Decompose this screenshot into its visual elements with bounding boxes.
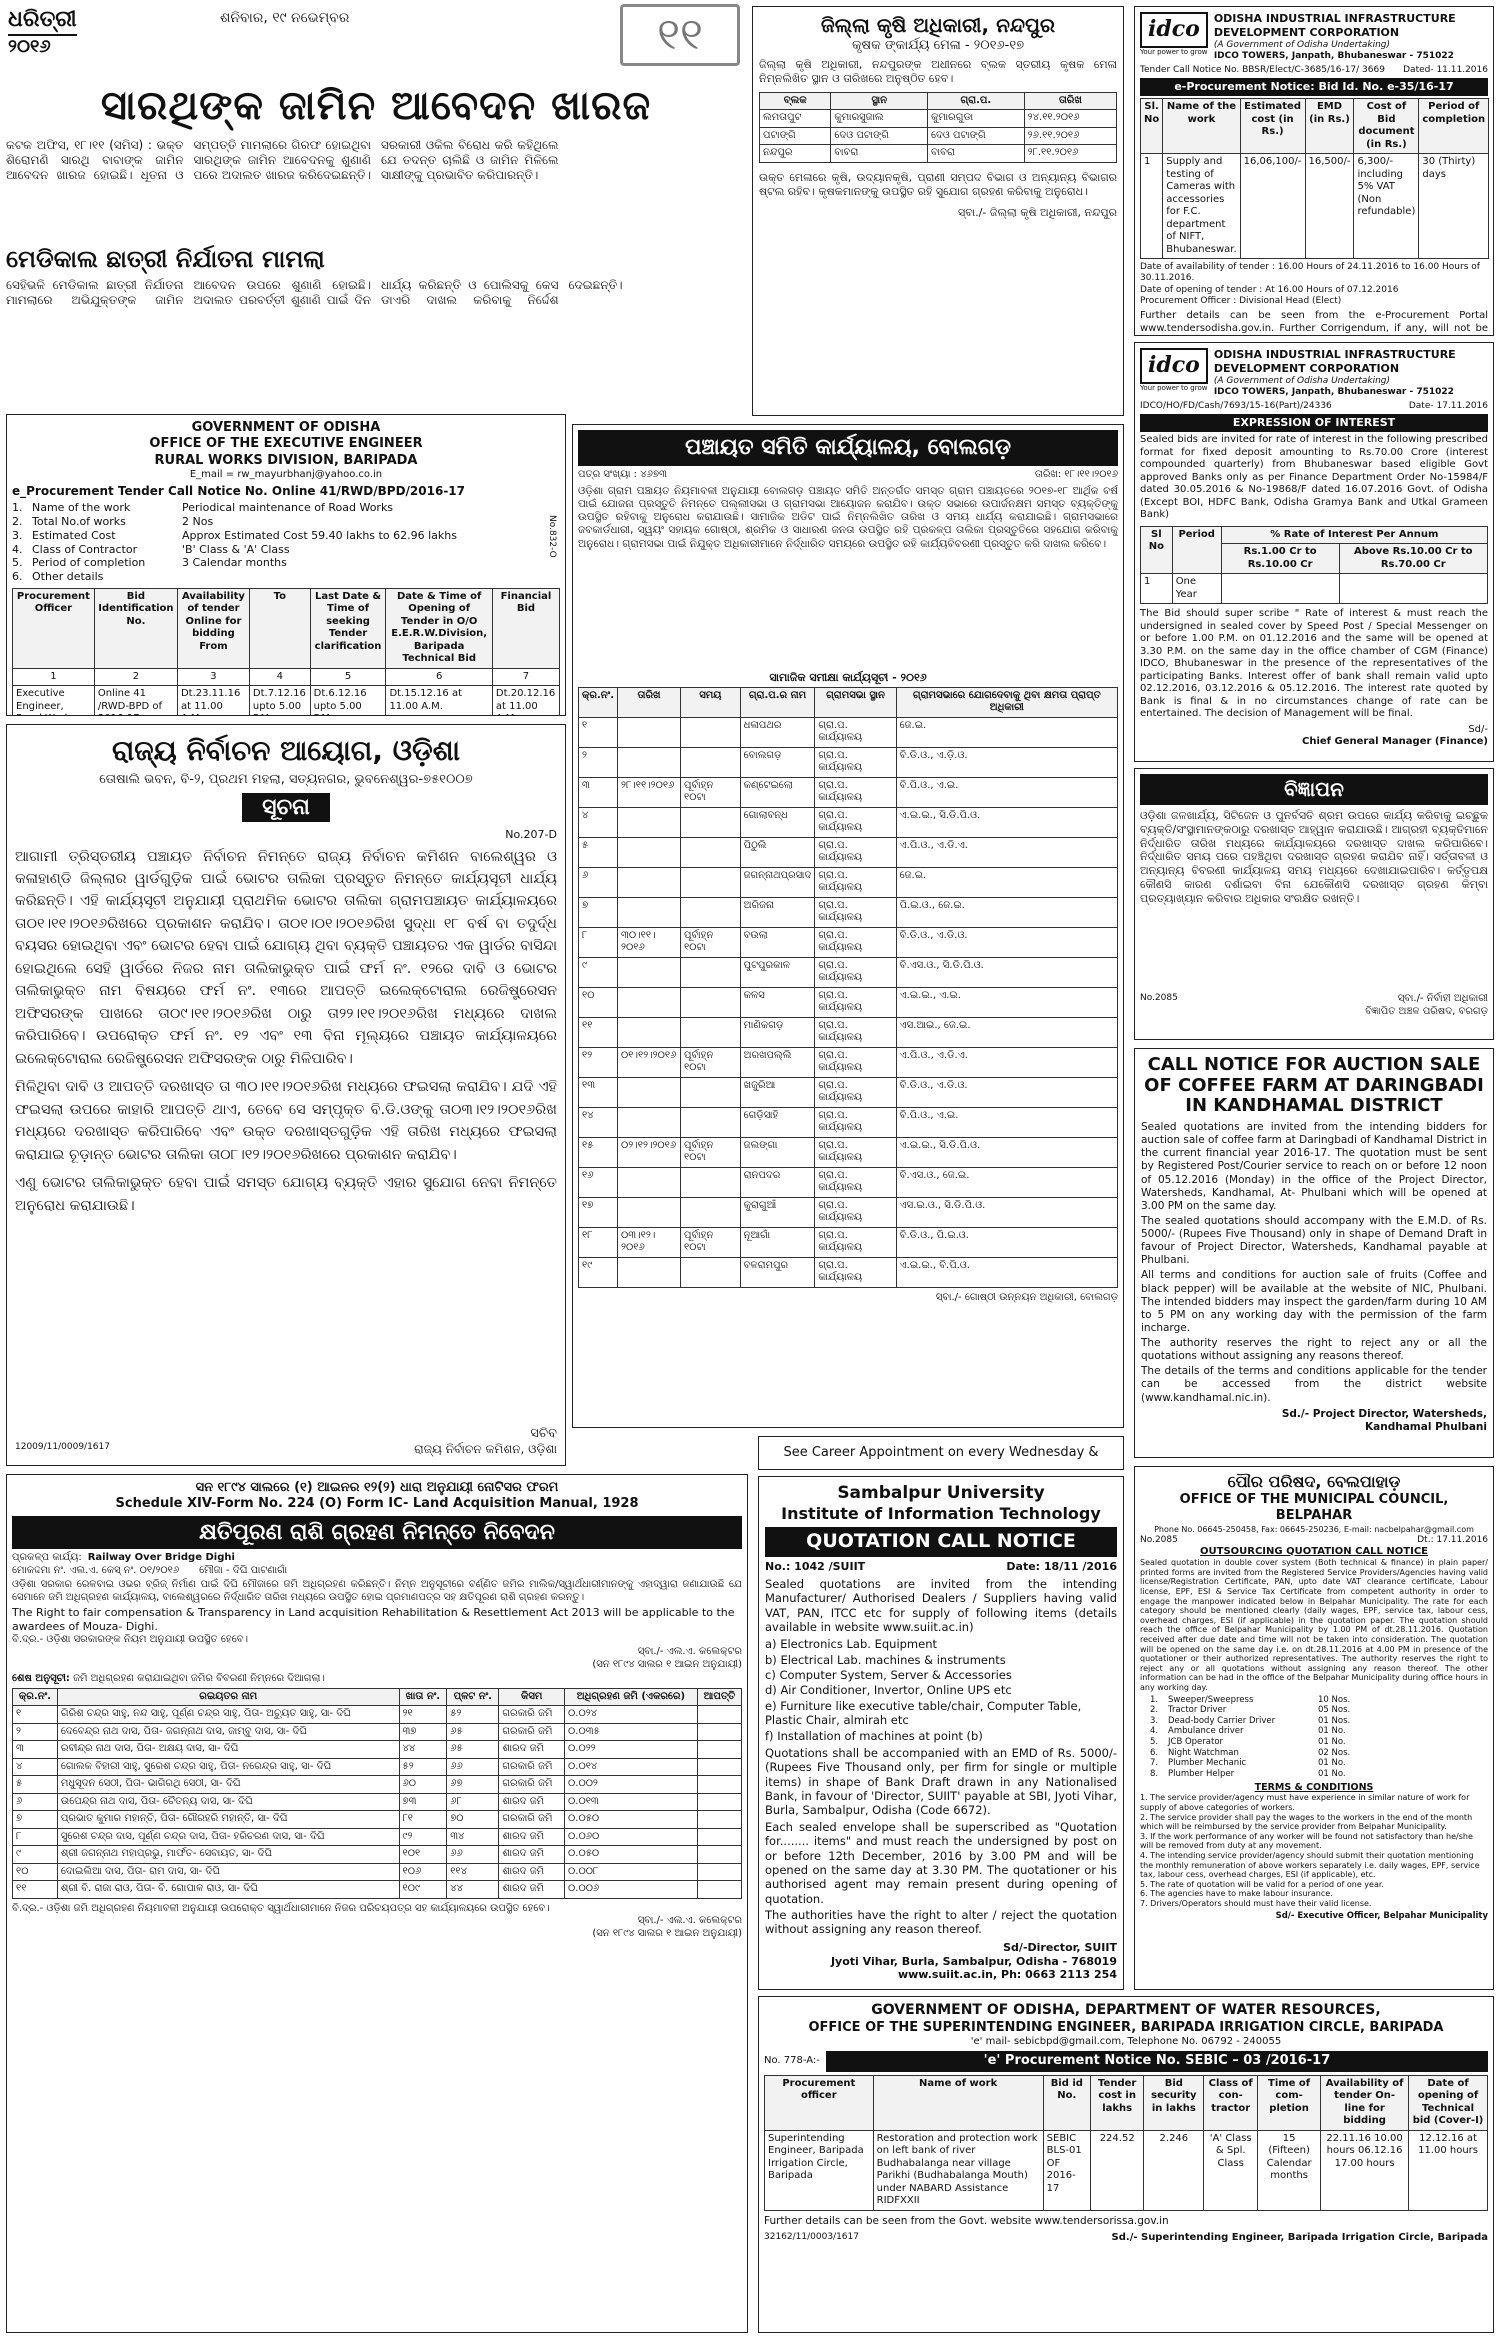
panchayat-body: ଓଡ଼ିଶା ଗ୍ରାମ ପଞ୍ଚାୟତ ନିୟମାବଳୀ ଅନୁଯାୟୀ ବୋଲଗଡ଼ ପଞ୍ଚାୟତ ସମିତି ଅନ୍ତର୍ଗତ ସମସ୍ତ ଗ୍ରାମ ପଞ୍ଚାୟତରେ ୨୦୧୭-୧୮ ଆର୍ଥିକ ବର୍ଷ ପାଇଁ ଯୋଜନା ପ୍ରସ୍ତୁତି ନିମନ୍ତେ ପଲ୍ଲୀସଭା ଓ ଗ୍ରାମସଭା ଆୟୋଜନ କରାଯିବ। ଉକ୍ତ ସଭାରେ ଉପାର୍ଜନକ୍ଷମ ସମସ୍ତ ବ୍ୟକ୍ତିଙ୍କୁ ଉପସ୍ଥିତ ରହିବାକୁ ଅନୁରୋଧ କରାଯାଉଛି। ସାମାଜିକ ଅଡିଟ ପାଇଁ ନିମ୍ନଲିଖିତ ତାରିଖ ଓ ସମୟ ଧାର୍ଯ୍ୟ କରାଯାଇଛି। ଗ୍ରାମସଭାରେ ଜବକାର୍ଡଧାରୀ, ସ୍ୱୟଂ ସହାୟକ ଗୋଷ୍ଠୀ, ଶ୍ରମିକ ଓ ସାଧାରଣ ଜନତା ଉପସ୍ଥିତ ରହି ପ୍ରକଳ୍ପ ତାଲିକା ପ୍ରସ୍ତୁତିରେ ସହଯୋଗ କରିବାକୁ ଅନୁରୋଧ। ଗ୍ରାମସଭା ପାଇଁ ନିଯୁକ୍ତ ଅଧିକାରୀମାନେ ନିର୍ଦ୍ଧାରିତ ସମୟରେ ଉପସ୍ଥିତ ରହି କାର୍ଯ୍ୟବିବରଣୀ ପ୍ରସ୍ତୁତ କରି ଦାଖଲ କରିବେ।: [578, 485, 1118, 550]
table-row: ୩ ୨୮।୧୧।୨୦୧୬ ପୂର୍ବାହ୍ନ ୧୦ଟା କଣ୍ଟେଇଲୋ ଗ୍ରା.ପ. କାର୍ଯ୍ୟାଳୟ ବି.ପି.ଓ., ଏ.ଇ.: [579, 777, 1118, 807]
idco-sub: (A Government of Odisha Undertaking): [1213, 375, 1391, 386]
idco-bar: e-Procurement Notice: Bid Id. No. e-35/16-17: [1140, 78, 1488, 96]
list-item: 6. The agencies have to make labour insurance.: [1140, 1889, 1333, 1899]
landacq-schedule: Schedule XIV-Form No. 224 (O) Form IC- Land Acquisition Manual, 1928: [115, 1496, 639, 1512]
table-row: ୨ ଦେବେନ୍ଦ୍ର ନାଥ ଦାସ, ପିତା- ଜଗନ୍ନାଥ ଦାସ, ଜାମ୍ବୁ ଦାସ, ସା- ଦିଘି ୩୭ ୬୫ ଗରକାରି ଜମି ୦.୦୩୫: [13, 1723, 742, 1741]
rwd-table: Procurement Officer Bid Identification No. Availability of tender Online for bidding From To Last Date & Time of seeking Tender clarification Date & Time of Opening of Tender in O/O E.E.R.W.Division, Baripada Technical Bid Financial Bid 1 2 3 4 5 6 7 Executive Engineer, Online 41 /RWD-BPD of Dt.23.11.16 at 11.00 Dt.7.12.16 upto 5.00 Dt.6.12.16 upto 5.00 Dt.15.12.16 at 11.00 A.M. Dt.20.12.16 at 11.00: [12, 588, 560, 716]
table-row: ୧୧ ମାଣିକଗଡ଼ ଗ୍ରା.ପ. କାର୍ଯ୍ୟାଳୟ ଏସ.ଆଇ., ଜେ.ଇ.: [579, 1017, 1118, 1047]
table-row: ୧୯ ବଳରାମପୁର ଗ୍ରା.ପ. କାର୍ଯ୍ୟାଳୟ ଏ.ଇ.ଇ., ବି.ପି.ଓ.: [579, 1257, 1118, 1287]
table-row: ୯ ଶ୍ରୀ ଜଗନ୍ନାଥ ମହାପ୍ରଭୁ, ମାର୍ଫତ- ସେବାୟତ, ସା- ଦିଘି ୧୦୧ ୬୬ ଶାରଦ ଜମି ୦.୦୫୦: [13, 1846, 742, 1864]
list-item: e) Furniture like executive table/chair, Computer Table, Plastic Chair, almirah etc: [765, 1698, 1082, 1728]
idco-tender-notice: idco Your power to grow ODISHA INDUSTRIAL INFRASTRUCTURE DEVELOPMENT CORPORATION (A Government of Odisha Undertaking) IDCO TOWERS, Janpath, Bhubaneswar - 751022 Tender Call Notice No. BBSR/Elect/C-3685/16-17/ 3669 Dated- 11.11.2016 e-Procurement Notice: Bid Id. No. e-35/16-17 Sl. No Name of the work Estimated cost (in Rs.) EMD (in Rs.) Cost of Bid document (in Rs.) Period of completion 1 Supply and testing of Cameras with accessories for F.C. department of NIFT, Bhubaneswar. 16,06,100/- 16,500/- 6,300/- including 5% VAT (Non refundable) 30 (Thirty) days Date of availability of tender : 16.00 Hours of 24.11.2016 to 16.00 Hours of 30.11.2016. Date of opening of tender : At 16.00 Hours of 07.12.2016 Procurement Officer : Divisional Head (Elect) Further details can be seen from the e-Procurement Portal www.tendersodisha.gov.in. Further Corrigendum, if any, will not be: [1134, 6, 1494, 336]
list-item: c) Computer System, Server & Accessories: [765, 1668, 1012, 1682]
list-item: 2. The service provider shall pay the wages to the workers in the end of the month which will be reimbursed by the service provider from Belpahar Municipality.: [1140, 1812, 1473, 1832]
table-row: ୭ ଅରିଜନା ଗ୍ରା.ପ. କାର୍ଯ୍ୟାଳୟ ପି.ଇ.ଓ., ଜେ.ଇ.: [579, 897, 1118, 927]
krishi-outro: ଉକ୍ତ ମେଳାରେ କୃଷି, ଉଦ୍ୟାନକୃଷି, ପ୍ରାଣୀ ସମ୍ପଦ ବିଭାଗ ଓ ଅନ୍ୟାନ୍ୟ ବିଭାଗର ଷ୍ଟଲ ରହିବ। କୃଷକମାନଙ୍କୁ ଉପସ୍ଥିତ ରହି ସୁଯୋଗ ଗ୍ରହଣ କରିବାକୁ ଅନୁରୋଧ।: [759, 170, 1117, 198]
water-resources-notice: GOVERNMENT OF ODISHA, DEPARTMENT OF WATER RESOURCES, OFFICE OF THE SUPERINTENDING ENGINEER, BARIPADA IRRIGATION CIRCLE, BARIPADA 'e' mail- sebicbpd@gmail.com, Telephone No. 06792 - 240055 No. 778-A:- 'e' Procurement Notice No. SEBIC – 03 /2016-17 Procurement officer Name of work Bid id No. Tender cost in lakhs Bid security in lakhs Class of con-tractor Time of com-pletion Availability of tender On-line for bidding Date of opening of Technical bid (Cover-I) Superintending Engineer, Baripada Irrigation Circle, Baripada Restoration and protection work on left bank of river Budhabalanga near village Parikhi (Budhabalanga Mouth) under NABARD Assistance RIDFXXII SEBIC BLS-01 OF 2016-17 224.52 2.246 'A' Class & Spl. Class 15 (Fifteen) Calendar months 22.11.16 10.00 hours 06.12.16 17.00 hours 12.12.16 at 11.00 hours Further details can be seen from the Govt. website www.tendersorissa.gov.in 32162/11/0003/1617 Sd./- Superintending Engineer, Baripada Irrigation Circle, Baripada: [758, 1996, 1494, 2333]
table-row: ୧୦ କଳସ ଗ୍ରା.ପ. କାର୍ଯ୍ୟାଳୟ ଏ.ଇ.ଇ., ଏ.ଇ.: [579, 987, 1118, 1017]
table-row: ୭ ପ୍ରଭାତ କୁମାର ମହାନ୍ତି, ପିତା- ଗୌରହରି ମହାନ୍ତି, ସା- ଦିଘି ୮୧ ୭୦ ଗରକାରି ଜମି ୦.୦୫୦: [13, 1811, 742, 1829]
idco-ref: Tender Call Notice No. BBSR/Elect/C-3685/16-17/ 3669: [1140, 65, 1385, 75]
landacq-body: ଓଡ଼ିଶା ସରକାର ରେଳବାଇ ଓଭର ବ୍ରିଜ୍ ନିର୍ମାଣ ପାଇଁ ଦିଘି ମୌଜାରେ ଜମି ଅଧିଗ୍ରହଣ କରିଛନ୍ତି। ନିମ୍ନ ଅନୁସୂଚୀରେ ବର୍ଣ୍ଣିତ ଜମିର ମାଲିକ/ସ୍ୱାର୍ଥଧାରୀମାନଙ୍କୁ ଏହାଦ୍ୱାରା ଜଣାଯାଉଛି ଯେ ସେମାନେ ଜମି ଅଧିଗ୍ରହଣ କାର୍ଯ୍ୟାଳୟ, ବାଲେଶ୍ୱରରେ ନିର୍ଦ୍ଧାରିତ ତାରିଖ ମଧ୍ୟରେ ଉପସ୍ଥିତ ହୋଇ ପ୍ରମାଣପତ୍ର ସହ କ୍ଷତିପୂରଣ ରାଶି ଗ୍ରହଣ କରନ୍ତୁ।: [12, 1579, 742, 1603]
idco-logo: idco: [1140, 12, 1208, 48]
suiit-quotation-notice: Sambalpur University Institute of Information Technology QUOTATION CALL NOTICE No.: 1042 /SUIIT Date: 18/11 /2016 Sealed quotations are invited from the intending Manufacturer/ Authorised Dealers / Suppliers having valid VAT, PAN, ITCC etc for supply of following items (details available in website www.suiit.ac.in) a) Electronics Lab. Equipment b) Electrical Lab. machines & instruments c) Computer System, Server & Accessories d) Air Conditioner, Invertor, Online UPS etc e) Furniture like executive table/chair, Computer Table, Plastic Chair, almirah etc f) Installation of machines at point (b) Quotations shall be accompanied with an EMD of Rs. 5000/-(Rupees Five Thousand only, per firm for single or multiple items) in shape of Bank Draft drawn in any Nationalised Bank, in favour of 'Director, SUIIT' payable at SBI, Jyoti Vihar, Burla, Sambalpur, Odisha (Code 6672). Each sealed envelope shall be superscribed as "Quotation for........ items" and must reach the undersigned by post on or before 12th December, 2016 by 3.00 PM and will be opened on the same day at 3.30 PM. The quotationer or his authorised agent may remain present during opening of quotation. The authorities have the right to alter / reject the quotation without assigning any reason thereof. Sd/-Director, SUIIT Jyoti Vihar, Burla, Sambalpur, Odisha - 768019 www.suiit.ac.in, Ph: 0663 2113 254: [758, 1476, 1124, 1990]
table-row: ୩ ରବୀନ୍ଦ୍ର ନାଥ ଦାସ, ପିତା- ଅକ୍ଷୟ ଦାସ, ସା- ଦିଘି ୪୪ ୬୫ ଶାରଦ ଜମି ୦.୦୨୨: [13, 1741, 742, 1759]
idco-org: ODISHA INDUSTRIAL INFRASTRUCTURE DEVELOPMENT CORPORATION: [1213, 348, 1456, 375]
krishi-header: ତାରିଖ: [1024, 92, 1116, 110]
table-row: ୧ ଗିରିଶ ଚନ୍ଦ୍ର ସାହୁ, ନନ୍ଦ ସାହୁ, ପୂର୍ଣ୍ଣ ଚନ୍ଦ୍ର ସାହୁ, ପିତା- ଅଚ୍ୟୁତ ସାହୁ, ସା- ଦିଘି ୨୧ ୫୨ ଗରକାରି ଜମି ୦.୦୨୪: [13, 1706, 742, 1724]
panchayat-title: ପଞ୍ଚାୟତ ସମିତି କାର୍ଯ୍ୟାଳୟ, ବୋଲଗଡ଼: [578, 430, 1118, 466]
krishi-subtitle: କୃଷକ ଙ୍କାର୍ଯ୍ୟ ମେଳା - ୨୦୧୬-୧୭: [851, 38, 1025, 53]
table-row: ଲମତାପୁଟ କୁମାରସୁଜାଲ କୁମାରଗୁଡା ୨୪.୧୧.୨୦୧୬: [760, 110, 1117, 128]
table-row: ୧୩ ଖଜୁରିଆ ଗ୍ରା.ପ. କାର୍ଯ୍ୟାଳୟ ବି.ଡି.ଓ., ଏ.ଡି.ଓ.: [579, 1077, 1118, 1107]
masthead-left: [8, 6, 218, 74]
idco-eoi-table: Sl No Period % Rate of Interest Per Annum Rs.1.00 Cr to Rs.10.00 Cr Above Rs.10.00 Cr to Rs.70.00 Cr 1 One Year: [1140, 526, 1488, 605]
lead-headline: ସାରଥିଙ୍କ ଜାମିନ ଆବେଦନ ଖାରଜ: [100, 83, 652, 129]
list-item: 6. Night Watchman 02 Nos.: [1150, 1747, 1351, 1758]
panchayat-table: କ୍ର.ନଂ. ତାରିଖ ସମୟ ଗ୍ରା.ପ.ର ନାମ ଗ୍ରାମସଭା ସ୍ଥାନ ଗ୍ରାମସଭାରେ ଯୋଗଦେବାକୁ ଥିବା କ୍ଷମତା ପ୍ରାପ୍ତ ଅଧିକାରୀ ୧ ଧଳାପଥର ଗ୍ରା.ପ. କାର୍ଯ୍ୟାଳୟ ଜେ.ଇ. ୨ ବୋଲଗଡ଼ ଗ୍ରା.ପ. କାର୍ଯ୍ୟାଳୟ ବି.ଡି.ଓ., ଏ.ଡ଼ି.ଓ. ୩ ୨୮।୧୧।୨୦୧୬ ପୂର୍ବାହ୍ନ ୧୦ଟା କଣ୍ଟେଇଲୋ ଗ୍ରା.ପ. କାର୍ଯ୍ୟାଳୟ ବି.ପି.ଓ., ଏ.ଇ. ୪ ଗୋଲାବନ୍ଧ ଗ୍ରା.ପ. କାର୍ଯ୍ୟାଳୟ ଏ.ଇ.ଇ., ସି.ଡି.ପି.ଓ. ୫ ପିଠୁଲି ଗ୍ରା.ପ. କାର୍ଯ୍ୟାଳୟ ଏ.ପି.ଓ., ଏ.ଡି.ଏ. ୬ ଜଗନ୍ନାଥପ୍ରସାଦ ଗ୍ରା.ପ. କାର୍ଯ୍ୟାଳୟ ଜେ.ଇ. ୭ ଅରିଜନା ଗ୍ରା.ପ. କାର୍ଯ୍ୟାଳୟ ପି.ଇ.ଓ., ଜେ.ଇ. ୮ ୩୦।୧୧।୨୦୧୬ ପୂର୍ବାହ୍ନ ୧୦ଟା ବଉଲା ଗ୍ରା.ପ. କାର୍ଯ୍ୟାଳୟ ବି.ଡି.ଓ., ଏ.ଡି.ଓ. ୯ ପୁଟପୁରକାଳ ଗ୍ରା.ପ. କାର୍ଯ୍ୟାଳୟ ବି.ଏସ.ଓ., ସି.ଡି.ପି.ଓ. ୧୦ କଳସ ଗ୍ରା.ପ. କାର୍ଯ୍ୟାଳୟ ଏ.ଇ.ଇ., ଏ.ଇ. ୧୧ ମାଣିକଗଡ଼ ଗ୍ରା.ପ. କାର୍ଯ୍ୟାଳୟ ଏସ.ଆଇ., ଜେ.ଇ. ୧୨ ୦୧।୧୨।୨୦୧୬ ପୂର୍ବାହ୍ନ ୧୦ଟା ଅରଖପଲ୍ଲି ଗ୍ରା.ପ. କାର୍ଯ୍ୟାଳୟ ଏ.ପି.ଓ., ଏ.ଡି.ଏ. ୧୩ ଖଜୁରିଆ ଗ୍ରା.ପ. କାର୍ଯ୍ୟାଳୟ ବି.ଡି.ଓ., ଏ.ଡି.ଓ. ୧୪ ଗେଡ଼ିସାହି ଗ୍ରା.ପ. କାର୍ଯ୍ୟାଳୟ ବି.ପି.ଓ., ଏ.ଇ. ୧୫ ୦୨।୧୨।୨୦୧୬ ପୂର୍ବାହ୍ନ ୧୦ଟା ଜଲଙ୍ଗା ଗ୍ରା.ପ. କାର୍ଯ୍ୟାଳୟ ଏ.ଇ.ଇ., ସି.ଡି.ପି.ଓ. ୧୬ ରାନପଦର ଗ୍ରା.ପ. କାର୍ଯ୍ୟାଳୟ ବି.ଏସ.ଓ., ଜେ.ଇ. ୧୭ କୁରାଗୁଆଁ ଗ୍ରା.ପ. କାର୍ଯ୍ୟାଳୟ ଏସ.ଇ.ଓ., ସି.ଡି.ପି.ଓ. ୧୮ ୦୩।୧୨।୨୦୧୬ ପୂର୍ବାହ୍ନ ୧୦ଟା ନୂଆଗାଁ ଗ୍ରା.ପ. କାର୍ଯ୍ୟାଳୟ ବି.ଡି.ଓ., ପି.ଇ.ଓ. ୧୯ ବଳରାମପୁର ଗ୍ରା.ପ. କାର୍ଯ୍ୟାଳୟ ଏ.ଇ.ଇ., ବି.ପି.ଓ.: [578, 687, 1118, 1288]
panchayat-sign: ସ୍ବା./- ଗୋଷ୍ଠୀ ଉନ୍ନୟନ ଅଧିକାରୀ, ବୋଲଗଡ଼: [935, 1291, 1118, 1303]
sec-address: ତୋଷାଲି ଭବନ, ବି-୨, ପ୍ରଥମ ମହଲା, ସତ୍ୟନଗର, ଭୁବନେଶ୍ୱର-୭୫୧୦୦୭: [99, 772, 473, 787]
lead-subhead: ମେଡିକାଲ ଛାତ୍ରୀ ନିର୍ଯାତନା ମାମଲା: [6, 245, 325, 273]
list-item: a) Electronics Lab. Equipment: [765, 1637, 938, 1652]
landacq-act: The Right to fair compensation & Transparency in Land acquisition Rehabilitation & Resettlement Act 2013 will be applicable to the awardees of Mouza- Dighi.: [12, 1606, 735, 1633]
landacq-headline: କ୍ଷତିପୂରଣ ରାଶି ଗ୍ରହଣ ନିମନ୍ତେ ନିବେଦନ: [12, 1516, 742, 1550]
idco-tagline: Your power to grow: [1140, 47, 1208, 56]
list-item: 1. Sweeper/Sweepress 10 Nos.: [1150, 1694, 1351, 1705]
list-item: 3. If the work performance of any worker will be found not satisfactory than he/she will be removed from duty at any movement.: [1140, 1831, 1473, 1851]
list-item: 5. The rate of quotation will be valid for a period of one year.: [1140, 1879, 1384, 1889]
idco-eoi-body: Sealed bids are invited for rate of interest in the following prescribed format for fixed deposit amounting to Rs.70.00 Crore (interest compounded quarterly) from Bhubaneswar based eligible Govt approved Banks only as per Finance Department Order No-15984/F dated 30.05.2016 & No-19868/F dated 16.07.2016 Govt. of Odisha (Except BOI, HDFC Bank, Odisha Gramya Bank and Utkal Grameen Bank): [1140, 434, 1488, 520]
list-item: 1. The service provider/agency must have experience in similar nature of work for supply of above categories of workers.: [1140, 1793, 1470, 1813]
page-number: ୧୧: [657, 9, 703, 60]
sec-label: ସୂଚନା: [242, 793, 330, 822]
wr-bar: 'e' Procurement Notice No. SEBIC – 03 /2016-17: [826, 2051, 1488, 2071]
career-strip: [758, 1436, 1124, 1470]
table-row: ୧୨ ୦୧।୧୨।୨୦୧୬ ପୂର୍ବାହ୍ନ ୧୦ଟା ଅରଖପଲ୍ଲି ଗ୍ରା.ପ. କାର୍ଯ୍ୟାଳୟ ଏ.ପି.ଓ., ଏ.ଡି.ଏ.: [579, 1047, 1118, 1077]
list-item: f) Installation of machines at point (b): [765, 1728, 983, 1743]
table-row: 1 Supply and testing of Cameras with accessories for F.C. department of NIFT, Bhubaneswar. 16,06,100/- 16,500/- 6,300/- including 5% VAT (Non refundable) 30 (Thirty) days: [1141, 154, 1489, 259]
idco-eoi-bar: EXPRESSION OF INTEREST: [1140, 414, 1488, 432]
idco-table: Sl. No Name of the work Estimated cost (in Rs.) EMD (in Rs.) Cost of Bid document (in Rs.) Period of completion 1 Supply and testing of Cameras with accessories for F.C. department of NIFT, Bhubaneswar. 16,06,100/- 16,500/- 6,300/- including 5% VAT (Non refundable) 30 (Thirty) days: [1140, 98, 1489, 259]
table-row: ୯ ପୁଟପୁରକାଳ ଗ୍ରା.ପ. କାର୍ଯ୍ୟାଳୟ ବି.ଏସ.ଓ., ସି.ଡି.ପି.ଓ.: [579, 957, 1118, 987]
table-row: ୮ ସୁରେଶ ଚନ୍ଦ୍ର ଦାସ, ପୂର୍ଣ୍ଣ ଚନ୍ଦ୍ର ଦାସ, ପିତା- ହରିଚରଣ ଦାସ, ସା- ଦିଘି ୯୨ ୩୪ ଶାରଦ ଜମି ୦.୦୬୦: [13, 1828, 742, 1846]
table-row: ୬ ଉପେନ୍ଦ୍ର ନାଥ ଦାସ, ପିତା- ଚୈତନ୍ୟ ଦାସ, ସା- ଦିଘି ୭୩ ୬୮ ଶାରଦ ଜମି ୦.୦୧୩: [13, 1793, 742, 1811]
coffee-auction-notice: CALL NOTICE FOR AUCTION SALE OF COFFEE FARM AT DARINGBADI IN KANDHAMAL DISTRICT Sealed quotations are invited from the intending bidders for auction sale of coffee farm at Daringbadi of Kandhamal District in the current financial year 2016-17. The quotation must be sent by Registered Post/Courier service to reach on or before 12 noon of 05.12.2016 (Monday) in the office of the Project Director, Watersheds, Kandhamal, At- Phulbani which will be opened at 3.00 PM on the same day. The sealed quotations should accompany with the E.M.D. of Rs. 5000/- (Rupees Five Thousand) only in shape of Demand Draft in favour of Project Director, Watersheds, Kandhamal payable at Phulbani. All terms and conditions for auction sale of fruits (Coffee and black pepper) will be available at the website of NIC, Phulbani. The intended bidders may inspect the garden/farm during 10 AM to 5 PM on any working day with the permission of the farm incharge. The authority reserves the right to reject any or all the quotations without assigning any reasons thereof. The details of the terms and conditions applicable for the tender can be accessed from the district website (www.kandhamal.nic.in). Sd./- Project Director, Watersheds, Kandhamal Phulbani: [1134, 1048, 1494, 1458]
idco-logo: idco: [1140, 348, 1208, 384]
belpahar-title: OFFICE OF THE MUNICIPAL COUNCIL, BELPAHAR: [1179, 1492, 1449, 1524]
list-item: b) Electrical Lab. machines & instruments: [765, 1652, 1006, 1667]
table-row: ୫ ପିଠୁଲି ଗ୍ରା.ପ. କାର୍ଯ୍ୟାଳୟ ଏ.ପି.ଓ., ଏ.ଡି.ଏ.: [579, 837, 1118, 867]
table-row: ୧୫ ୦୨।୧୨।୨୦୧୬ ପୂର୍ବାହ୍ନ ୧୦ଟା ଜଲଙ୍ଗା ଗ୍ରା.ପ. କାର୍ଯ୍ୟାଳୟ ଏ.ଇ.ଇ., ସି.ଡି.ପି.ଓ.: [579, 1137, 1118, 1167]
table-row: ୪ ଗୋଲାବନ୍ଧ ଗ୍ରା.ପ. କାର୍ଯ୍ୟାଳୟ ଏ.ଇ.ଇ., ସି.ଡି.ପି.ଓ.: [579, 807, 1118, 837]
krishi-notice: [752, 6, 1124, 416]
krishi-header: ସ୍ଥାନ: [831, 92, 928, 110]
table-row: ୪ ଗୋଲକ ବିହାରୀ ସାହୁ, ସୁରେଶ ଚନ୍ଦ୍ର ସାହୁ, ପିତା- ନରେନ୍ଦ୍ର ସାହୁ, ସା- ଦିଘି ୫୨ ୬୬ ଗରକାରି ଜମି ୦.୦୧୪: [13, 1758, 742, 1776]
panchayat-table-title: ସାମାଜିକ ସମୀକ୍ଷା କାର୍ଯ୍ୟସୂଚୀ - ୨୦୧୬: [769, 671, 927, 684]
krishi-intro: ଜିଲ୍ଲା କୃଷି ଅଧିକାରୀ, ନନ୍ଦପୁରଙ୍କ ଅଧୀନରେ ବ୍ଲକ ସ୍ତରୀୟ କୃଷକ ମେଳା ନିମ୍ନଲିଖିତ ସ୍ଥାନ ଓ ତାରିଖରେ ଅନୁଷ୍ଠିତ ହେବ।: [759, 58, 1117, 85]
idco-ref-date: Date- 17.11.2016: [1408, 401, 1488, 411]
panchayat-notice: ପଞ୍ଚାୟତ ସମିତି କାର୍ଯ୍ୟାଳୟ, ବୋଲଗଡ଼ ପତ୍ର ସଂଖ୍ୟା : ୪୬୭୩ ତାରିଖ: ୧୮।୧୧।୨୦୧୬ ଓଡ଼ିଶା ଗ୍ରାମ ପଞ୍ଚାୟତ ନିୟମାବଳୀ ଅନୁଯାୟୀ ବୋଲଗଡ଼ ପଞ୍ଚାୟତ ସମିତି ଅନ୍ତର୍ଗତ ସମସ୍ତ ଗ୍ରାମ ପଞ୍ଚାୟତରେ ୨୦୧୭-୧୮ ଆର୍ଥିକ ବର୍ଷ ପାଇଁ ଯୋଜନା ପ୍ରସ୍ତୁତି ନିମନ୍ତେ ପଲ୍ଲୀସଭା ଓ ଗ୍ରାମସଭା ଆୟୋଜନ କରାଯିବ। ଉକ୍ତ ସଭାରେ ଉପାର୍ଜନକ୍ଷମ ସମସ୍ତ ବ୍ୟକ୍ତିଙ୍କୁ ଉପସ୍ଥିତ ରହିବାକୁ ଅନୁରୋଧ କରାଯାଉଛି। ସାମାଜିକ ଅଡିଟ ପାଇଁ ନିମ୍ନଲିଖିତ ତାରିଖ ଓ ସମୟ ଧାର୍ଯ୍ୟ କରାଯାଇଛି। ଗ୍ରାମସଭାରେ ଜବକାର୍ଡଧାରୀ, ସ୍ୱୟଂ ସହାୟକ ଗୋଷ୍ଠୀ, ଶ୍ରମିକ ଓ ସାଧାରଣ ଜନତା ଉପସ୍ଥିତ ରହି ପ୍ରକଳ୍ପ ତାଲିକା ପ୍ରସ୍ତୁତିରେ ସହଯୋଗ କରିବାକୁ ଅନୁରୋଧ। ଗ୍ରାମସଭା ପାଇଁ ନିଯୁକ୍ତ ଅଧିକାରୀମାନେ ନିର୍ଦ୍ଧାରିତ ସମୟରେ ଉପସ୍ଥିତ ରହି କାର୍ଯ୍ୟବିବରଣୀ ପ୍ରସ୍ତୁତ କରି ଦାଖଲ କରିବେ। ସାମାଜିକ ସମୀକ୍ଷା କାର୍ଯ୍ୟସୂଚୀ - ୨୦୧୬ କ୍ର.ନଂ. ତାରିଖ ସମୟ ଗ୍ରା.ପ.ର ନାମ ଗ୍ରାମସଭା ସ୍ଥାନ ଗ୍ରାମସଭାରେ ଯୋଗଦେବାକୁ ଥିବା କ୍ଷମତା ପ୍ରାପ୍ତ ଅଧିକାରୀ ୧ ଧଳାପଥର ଗ୍ରା.ପ. କାର୍ଯ୍ୟାଳୟ ଜେ.ଇ. ୨ ବୋଲଗଡ଼ ଗ୍ରା.ପ. କାର୍ଯ୍ୟାଳୟ ବି.ଡି.ଓ., ଏ.ଡ଼ି.ଓ. ୩ ୨୮।୧୧।୨୦୧୬ ପୂର୍ବାହ୍ନ ୧୦ଟା କଣ୍ଟେଇଲୋ ଗ୍ରା.ପ. କାର୍ଯ୍ୟାଳୟ ବି.ପି.ଓ., ଏ.ଇ. ୪ ଗୋଲାବନ୍ଧ ଗ୍ରା.ପ. କାର୍ଯ୍ୟାଳୟ ଏ.ଇ.ଇ., ସି.ଡି.ପି.ଓ. ୫ ପିଠୁଲି ଗ୍ରା.ପ. କାର୍ଯ୍ୟାଳୟ ଏ.ପି.ଓ., ଏ.ଡି.ଏ. ୬ ଜଗନ୍ନାଥପ୍ରସାଦ ଗ୍ରା.ପ. କାର୍ଯ୍ୟାଳୟ ଜେ.ଇ. ୭ ଅରିଜନା ଗ୍ରା.ପ. କାର୍ଯ୍ୟାଳୟ ପି.ଇ.ଓ., ଜେ.ଇ. ୮ ୩୦।୧୧।୨୦୧୬ ପୂର୍ବାହ୍ନ ୧୦ଟା ବଉଲା ଗ୍ରା.ପ. କାର୍ଯ୍ୟାଳୟ ବି.ଡି.ଓ., ଏ.ଡି.ଓ. ୯ ପୁଟପୁରକାଳ ଗ୍ରା.ପ. କାର୍ଯ୍ୟାଳୟ ବି.ଏସ.ଓ., ସି.ଡି.ପି.ଓ. ୧୦ କଳସ ଗ୍ରା.ପ. କାର୍ଯ୍ୟାଳୟ ଏ.ଇ.ଇ., ଏ.ଇ. ୧୧ ମାଣିକଗଡ଼ ଗ୍ରା.ପ. କାର୍ଯ୍ୟାଳୟ ଏସ.ଆଇ., ଜେ.ଇ. ୧୨ ୦୧।୧୨।୨୦୧୬ ପୂର୍ବାହ୍ନ ୧୦ଟା ଅରଖପଲ୍ଲି ଗ୍ରା.ପ. କାର୍ଯ୍ୟାଳୟ ଏ.ପି.ଓ., ଏ.ଡି.ଏ. ୧୩ ଖଜୁରିଆ ଗ୍ରା.ପ. କାର୍ଯ୍ୟାଳୟ ବି.ଡି.ଓ., ଏ.ଡି.ଓ. ୧୪ ଗେଡ଼ିସାହି ଗ୍ରା.ପ. କାର୍ଯ୍ୟାଳୟ ବି.ପି.ଓ., ଏ.ଇ. ୧୫ ୦୨।୧୨।୨୦୧୬ ପୂର୍ବାହ୍ନ ୧୦ଟା ଜଲଙ୍ଗା ଗ୍ରା.ପ. କାର୍ଯ୍ୟାଳୟ ଏ.ଇ.ଇ., ସି.ଡି.ପି.ଓ. ୧୬ ରାନପଦର ଗ୍ରା.ପ. କାର୍ଯ୍ୟାଳୟ ବି.ଏସ.ଓ., ଜେ.ଇ. ୧୭ କୁରାଗୁଆଁ ଗ୍ରା.ପ. କାର୍ଯ୍ୟାଳୟ ଏସ.ଇ.ଓ., ସି.ଡି.ପି.ଓ. ୧୮ ୦୩।୧୨।୨୦୧୬ ପୂର୍ବାହ୍ନ ୧୦ଟା ନୂଆଗାଁ ଗ୍ରା.ପ. କାର୍ଯ୍ୟାଳୟ ବି.ଡି.ଓ., ପି.ଇ.ଓ. ୧୯ ବଳରାମପୁର ଗ୍ରା.ପ. କାର୍ଯ୍ୟାଳୟ ଏ.ଇ.ଇ., ବି.ପି.ଓ. ସ୍ବା./- ଗୋଷ୍ଠୀ ଉନ୍ନୟନ ଅଧିକାରୀ, ବୋଲଗଡ଼: [572, 424, 1124, 1428]
list-item: 7. Plumber Mechanic 01 No.: [1150, 1758, 1346, 1769]
table-row: Executive Engineer, Online 41 /RWD-BPD of Dt.23.11.16 at 11.00 Dt.7.12.16 upto 5.00 Dt.6.12.16 upto 5.00 Dt.15.12.16 at 11.00 A.M. Dt.20.12.16 at 11.00: [13, 686, 560, 716]
rwd-tender-notice: GOVERNMENT OF ODISHA OFFICE OF THE EXECUTIVE ENGINEER RURAL WORKS DIVISION, BARIPADA E_mail = rw_mayurbhanj@yahoo.co.in e_Procurement Tender Call Notice No. Online 41/RWD/BPD/2016-17 No.832-O 1. Name of the work Periodical maintenance of Road Works 2. Total No.of works 2 Nos 3. Estimated Cost Approx Estimated Cost 59.40 lakhs to 62.96 lakhs 4. Class of Contractor 'B' Class & 'A' Class 5. Period of completion 3 Calendar months 6. Other details Procurement Officer Bid Identification No. Availability of tender Online for bidding From To Last Date & Time of seeking Tender clarification Date & Time of Opening of Tender in O/O E.E.R.W.Division, Baripada Technical Bid Financial Bid 1 2 3 4 5 6 7 Executive Engineer, Online 41 /RWD-BPD of Dt.23.11.16 at 11.00 Dt.7.12.16 upto 5.00 Dt.6.12.16 upto 5.00 Dt.15.12.16 at 11.00 A.M. Dt.20.12.16 at 11.00: [6, 414, 566, 716]
bigyapan-title: ବିଜ୍ଞାପନ: [1140, 774, 1488, 805]
table-row: ୧୪ ଗେଡ଼ିସାହି ଗ୍ରା.ପ. କାର୍ଯ୍ୟାଳୟ ବି.ପି.ଓ., ଏ.ଇ.: [579, 1107, 1118, 1137]
list-item: 5. JCB Operator 01 No.: [1150, 1737, 1346, 1748]
krishi-sign: ସ୍ବା./- ଜିଲ୍ଲା କୃଷି ଅଧିକାରୀ, ନନ୍ଦପୁର: [958, 206, 1117, 220]
land-acquisition-notice: ସନ ୧୮୯୪ ସାଲରେ (୧) ଆଇନର ୧୨(୨) ଧାରା ଅନୁଯାୟୀ ନୋଟିସର ଫରମ Schedule XIV-Form No. 224 (O) Form IC- Land Acquisition Manual, 1928 କ୍ଷତିପୂରଣ ରାଶି ଗ୍ରହଣ ନିମନ୍ତେ ନିବେଦନ ପ୍ରକଳ୍ପ କାର୍ଯ୍ୟ: Railway Over Bridge Dighi ମୋକଦ୍ଦମା ନଂ. ଏଲ.ଏ. କେସ୍ ନଂ. ୦୧/୨୦୧୬ ମୌଜା - ଦିଘି ପାଟଣାଗାଁ ଓଡ଼ିଶା ସରକାର ରେଳବାଇ ଓଭର ବ୍ରିଜ୍ ନିର୍ମାଣ ପାଇଁ ଦିଘି ମୌଜାରେ ଜମି ଅଧିଗ୍ରହଣ କରିଛନ୍ତି। ନିମ୍ନ ଅନୁସୂଚୀରେ ବର୍ଣ୍ଣିତ ଜମିର ମାଲିକ/ସ୍ୱାର୍ଥଧାରୀମାନଙ୍କୁ ଏହାଦ୍ୱାରା ଜଣାଯାଉଛି ଯେ ସେମାନେ ଜମି ଅଧିଗ୍ରହଣ କାର୍ଯ୍ୟାଳୟ, ବାଲେଶ୍ୱରରେ ନିର୍ଦ୍ଧାରିତ ତାରିଖ ମଧ୍ୟରେ ଉପସ୍ଥିତ ହୋଇ ପ୍ରମାଣପତ୍ର ସହ କ୍ଷତିପୂରଣ ରାଶି ଗ୍ରହଣ କରନ୍ତୁ। The Right to fair compensation & Transparency in Land acquisition Rehabilitation & Resettlement Act 2013 will be applicable to the awardees of Mouza- Dighi. ବି.ଦ୍ର.- ଓଡ଼ିଶା ସରକାରଙ୍କ ନିୟମ ଅନୁଯାୟୀ ଉପସ୍ଥିତ ହେବେ। ସ୍ବା./- ଏଲ.ଏ. କଲେକ୍ଟର (ସନ ୧୮୯୪ ସାଲର ୧ ଆଇନ ଅନୁଯାୟୀ) ଶେଷ ଅନୁସୂଚୀ: ଜମି ଅଧିଗ୍ରହଣ କରାଯାଇଥିବା ଜମିର ବିବରଣୀ ନିମ୍ନରେ ଦିଆଗଲା। କ୍ର.ନଂ. ରଇୟତର ନାମ ଖାତା ନଂ. ପ୍ଳଟ ନଂ. କିସମ ଅଧିଗ୍ରହଣ ଜମି (ଏକରରେ) ଆପତ୍ତି ୧ ଗିରିଶ ଚନ୍ଦ୍ର ସାହୁ, ନନ୍ଦ ସାହୁ, ପୂର୍ଣ୍ଣ ଚନ୍ଦ୍ର ସାହୁ, ପିତା- ଅଚ୍ୟୁତ ସାହୁ, ସା- ଦିଘି ୨୧ ୫୨ ଗରକାରି ଜମି ୦.୦୨୪ ୨ ଦେବେନ୍ଦ୍ର ନାଥ ଦାସ, ପିତା- ଜଗନ୍ନାଥ ଦାସ, ଜାମ୍ବୁ ଦାସ, ସା- ଦିଘି ୩୭ ୬୫ ଗରକାରି ଜମି ୦.୦୩୫ ୩ ରବୀନ୍ଦ୍ର ନାଥ ଦାସ, ପିତା- ଅକ୍ଷୟ ଦାସ, ସା- ଦିଘି ୪୪ ୬୫ ଶାରଦ ଜମି ୦.୦୨୨ ୪ ଗୋଲକ ବିହାରୀ ସାହୁ, ସୁରେଶ ଚନ୍ଦ୍ର ସାହୁ, ପିତା- ନରେନ୍ଦ୍ର ସାହୁ, ସା- ଦିଘି ୫୨ ୬୬ ଗରକାରି ଜମି ୦.୦୧୪ ୫ ମଧୁସୂଦନ ସେଠୀ, ପିତା- ଭାଗିରଥି ସେଠୀ, ସା- ଦିଘି ୬୦ ୬୭ ଗରକାରି ଜମି ୦.୦୦୨ ୬ ଉପେନ୍ଦ୍ର ନାଥ ଦାସ, ପିତା- ଚୈତନ୍ୟ ଦାସ, ସା- ଦିଘି ୭୩ ୬୮ ଶାରଦ ଜମି ୦.୦୧୩ ୭ ପ୍ରଭାତ କୁମାର ମହାନ୍ତି, ପିତା- ଗୌରହରି ମହାନ୍ତି, ସା- ଦିଘି ୮୧ ୭୦ ଗରକାରି ଜମି ୦.୦୫୦ ୮ ସୁରେଶ ଚନ୍ଦ୍ର ଦାସ, ପୂର୍ଣ୍ଣ ଚନ୍ଦ୍ର ଦାସ, ପିତା- ହରିଚରଣ ଦାସ, ସା- ଦିଘି ୯୨ ୩୪ ଶାରଦ ଜମି ୦.୦୬୦ ୯ ଶ୍ରୀ ଜଗନ୍ନାଥ ମହାପ୍ରଭୁ, ମାର୍ଫତ- ସେବାୟତ, ସା- ଦିଘି ୧୦୧ ୬୬ ଶାରଦ ଜମି ୦.୦୫୦ ୧୦ ଦୋଇଲିଆ ଦାସ, ପିତା- ରାମ ଦାସ, ସା- ଦିଘି ୧୦୬ ୧୧୪ ଶାରଦ ଜମି ୦.୦୦୮ ୧୧ ଶ୍ରୀ ବି. ରାଜା ରାଓ, ପିତା- ବି. ଗୋପାଳ ରାଓ, ସା- ଦିଘି ୧୦୯ ୪୪ ଶାରଦ ଜମି ୦.୦୦୬ ବି.ଦ୍ର.- ଓଡ଼ିଶା ଜମି ଅଧିଗ୍ରହଣ ନିୟମାବଳୀ ଅନୁଯାୟୀ ଉପରୋକ୍ତ ସ୍ୱାର୍ଥଧାରୀମାନେ ନିଜର ପରିଚୟପତ୍ର ସହ କାର୍ଯ୍ୟାଳୟରେ ଉପସ୍ଥିତ ହେବେ। ସ୍ବା./- ଏଲ.ଏ. କଲେକ୍ଟର (ସନ ୧୮୯୪ ସାଲର ୧ ଆଇନ ଅନୁଯାୟୀ): [6, 1474, 748, 2333]
bigyapan-notice: ବିଜ୍ଞାପନ ଓଡ଼ିଶା ଜଳଖାର୍ଯ୍ୟ, ସିଟିଜେନ ଓ ପୁନର୍ବସତି ଶ୍ରମ ଉପରେ କାର୍ଯ୍ୟ କରିବାକୁ ଇଚ୍ଛୁକ ବ୍ୟକ୍ତି/ସଂସ୍ଥାମାନଙ୍କଠାରୁ ଦରଖାସ୍ତ ଆହ୍ୱାନ କରାଯାଉଛି। ଆଗ୍ରହୀ ବ୍ୟକ୍ତିମାନେ ନିର୍ଦ୍ଧାରିତ ତାରିଖ ମଧ୍ୟରେ କାର୍ଯ୍ୟାଳୟରେ ଦରଖାସ୍ତ ଦାଖଲ କରିପାରିବେ। ନିର୍ଦ୍ଧାରିତ ସମୟ ପରେ ପହଞ୍ଚିଥିବା ଦରଖାସ୍ତ ଗ୍ରହଣ କରାଯିବ ନାହିଁ। ସର୍ତ୍ତାବଳୀ ଓ ଅନ୍ୟାନ୍ୟ ବିବରଣୀ କାର୍ଯ୍ୟାଳୟ ସମୟ ମଧ୍ୟରେ ଦେଖାଯାଇପାରିବ। କର୍ତ୍ତୃପକ୍ଷ କୌଣସି କାରଣ ଦର୍ଶାଇବା ବିନା ଯେକୌଣସି ଦରଖାସ୍ତ ଗ୍ରହଣ କିମ୍ବା ପ୍ରତ୍ୟାଖ୍ୟାନ କରିବାର ଅଧିକାର ସଂରକ୍ଷିତ ରଖନ୍ତି। No.2085 ସ୍ବା./- ନିର୍ବାହୀ ଅଧିକାରୀ ବିଜ୍ଞାପିତ ଅଞ୍ଚଳ ପରିଷଦ, ବରଗଡ଼: [1134, 768, 1494, 1040]
idco-org: ODISHA INDUSTRIAL INFRASTRUCTURE DEVELOPMENT CORPORATION: [1213, 12, 1456, 39]
list-item: 4. Ambulance driver 01 No.: [1150, 1726, 1346, 1737]
sec-number: No.207-D: [505, 827, 557, 841]
rwd-side-code: No.832-O: [547, 515, 557, 558]
table-row: ୧୬ ରାନପଦର ଗ୍ରା.ପ. କାର୍ଯ୍ୟାଳୟ ବି.ଏସ.ଓ., ଜେ.ଇ.: [579, 1167, 1118, 1197]
table-row: Superintending Engineer, Baripada Irrigation Circle, Baripada Restoration and protection work on left bank of river Budhabalanga near village Parikhi (Budhabalanga Mouth) under NABARD Assistance RIDFXXII SEBIC BLS-01 OF 2016-17 224.52 2.246 'A' Class & Spl. Class 15 (Fifteen) Calendar months 22.11.16 10.00 hours 06.12.16 17.00 hours 12.12.16 at 11.00 hours: [765, 2130, 1488, 2210]
career-text: See Career Appointment on every Wednesday &: [783, 1445, 1099, 1460]
rwd-email: E_mail = rw_mayurbhanj@yahoo.co.in: [189, 468, 383, 480]
list-item: 4. The intending service provider/agency should submit their quotation mentioning the monthly remuneration of above workers separately i.e. daily wages, EPF, service tax, labour cess, overhead charges, ESI (if applicable), etc.: [1140, 1851, 1480, 1880]
table-row: ୧୦ ଦୋଇଲିଆ ଦାସ, ପିତା- ରାମ ଦାସ, ସା- ଦିଘି ୧୦୬ ୧୧୪ ଶାରଦ ଜମି ୦.୦୦୮: [13, 1863, 742, 1881]
table-row: ୧ ଧଳାପଥର ଗ୍ରା.ପ. କାର୍ଯ୍ୟାଳୟ ଜେ.ଇ.: [579, 717, 1118, 747]
idco-eoi-body-2: The Bid should super scribe " Rate of interest & must reach the undersigned in sealed cover by Speed Post / Special Messenger on or before 1.00 P.M. on 01.12.2016 and the same will be opened at 3.30 P.M. on the same day in the office chamber of CGM (Finance) IDCO, Bhubaneswar in the presence of the representatives of the participating Banks. Interest offer of bank shall remain valid upto 02.12.2016, 03.12.2016 & 05.12.2016. The interest rate quoted by Bank is final & in no circumstances change of rate can be entertained. The decision of Management will be final.: [1140, 608, 1488, 719]
idco-eoi-notice: idco Your power to grow ODISHA INDUSTRIAL INFRASTRUCTURE DEVELOPMENT CORPORATION (A Government of Odisha Undertaking) IDCO TOWERS, Janpath, Bhubaneswar - 751022 IDCO/HO/FD/Cash/7693/15-16(Part)/24336 Date- 17.11.2016 EXPRESSION OF INTEREST Sealed bids are invited for rate of interest in the following prescribed format for fixed deposit amounting to Rs.70.00 Crore (interest compounded quarterly) from Bhubaneswar based eligible Govt approved Banks only as per Finance Department Order No-15984/F dated 30.05.2016 & No-19868/F dated 16.07.2016 Govt. of Odisha (Except BOI, HDFC Bank, Odisha Gramya Bank and Utkal Grameen Bank) Sl No Period % Rate of Interest Per Annum Rs.1.00 Cr to Rs.10.00 Cr Above Rs.10.00 Cr to Rs.70.00 Cr 1 One Year The Bid should super scribe " Rate of interest & must reach the undersigned in sealed cover by Speed Post / Special Messenger on or before 1.00 P.M. on 01.12.2016 and the same will be opened at 3.30 P.M. on the same day in the office chamber of CGM (Finance) IDCO, Bhubaneswar in the presence of the representatives of the participating Banks. Interest offer of bank shall remain valid upto 02.12.2016, 03.12.2016 & 05.12.2016. The interest rate quoted by Bank is final & in no circumstances change of rate can be entertained. The decision of Management will be final. Sd/- Chief General Manager (Finance): [1134, 342, 1494, 762]
table-row: ପଟାଙ୍ଗି ଦେଓ ପଟାଙ୍ଗି ଦେଓ ପଟାଙ୍ଗି ୨୬.୧୧.୨୦୧୬: [760, 127, 1117, 145]
krishi-title: ଜିଲ୍ଲା କୃଷି ଅଧିକାରୀ, ନନ୍ଦପୁର: [820, 13, 1056, 37]
lead-body-2: ସେହିଭଳି ମେଡିକାଲ ଛାତ୍ରୀ ନିର୍ଯାତନା ମାମଲାରେ ଅଭିଯୁକ୍ତଙ୍କ ଜାମିନ ଆବେଦନ ଉପରେ ଶୁଣାଣି ହୋଇଛି। ଅଦାଲତ ପରବର୍ତ୍ତୀ ଶୁଣାଣି ପାଇଁ ଦିନ ଧାର୍ଯ୍ୟ କରିଛନ୍ତି ଓ ପୋଲିସକୁ କେସ ଡାଏରି ଦାଖଲ କରିବାକୁ ନିର୍ଦ୍ଦେଶ ଦେଇଛନ୍ତି।: [6, 278, 623, 307]
date-text: ଶନିବାର, ୧୯ ନଭେମ୍ବର: [220, 10, 350, 26]
table-row: ୬ ଜଗନ୍ନାଥପ୍ରସାଦ ଗ୍ରା.ପ. କାର୍ଯ୍ୟାଳୟ ଜେ.ଇ.: [579, 867, 1118, 897]
list-item: 2. Tractor Driver 05 Nos.: [1150, 1705, 1351, 1716]
idco-tagline: Your power to grow: [1140, 383, 1208, 392]
coffee-title: CALL NOTICE FOR AUCTION SALE OF COFFEE FARM AT DARINGBADI IN KANDHAMAL DISTRICT: [1144, 1054, 1484, 1117]
lead-body: କଟକ ଅଫିସ, ୧୮।୧୧ (ସମିସ) : ଭକ୍ତ ଶିରୋମଣି ସାରଥି ବାବାଙ୍କ ଜାମିନ ଆବେଦନ ଖାରଜ ହୋଇଛି। ଧୂତନା ଓ ସମ୍ପତ୍ତି ମାମଲାରେ ଗିରଫ ହୋଇଥିବା ସାରଥିଙ୍କ ଜାମିନ ଆବେଦନକୁ ଶୁଣାଣି ପରେ ଅଦାଲତ ଖାରଜ କରିଦେଇଛନ୍ତି। ସରକାରୀ ଓକିଲ ବିରୋଧ କରି କହିଥିଲେ ଯେ ତଦନ୍ତ ଚାଲିଛି ଓ ଜାମିନ ମିଳିଲେ ସାକ୍ଷୀଙ୍କୁ ପ୍ରଭାବିତ କରିପାରନ୍ତି।: [6, 138, 559, 182]
table-row: ୨ ବୋଲଗଡ଼ ଗ୍ରା.ପ. କାର୍ଯ୍ୟାଳୟ ବି.ଡି.ଓ., ଏ.ଡ଼ି.ଓ.: [579, 747, 1118, 777]
idco-sub: (A Government of Odisha Undertaking): [1213, 39, 1391, 50]
belpahar-municipal-notice: ପୌର ପରିଷଦ, ବେଲପାହାଡ଼ OFFICE OF THE MUNICIPAL COUNCIL, BELPAHAR Phone No. 06645-250458, Fax: 06645-250236, E-mail: nacbelpahar@gmail.com No.2085 Dt.: 17.11.2016 OUTSOURCING QUOTATION CALL NOTICE Sealed quotation in double cover system (Both technical & finance) in plain paper/ printed forms are invited from the Registered Service Providers/Agencies having valid license/Registration Certificate, PAN, upto date VAT clearance certificate, Labour license, EPF, ESI & Service Tax Certificate from competent authority in order to engage the manpower indicated below in Belpahar Municipality. The rate for each category should be mentioned clearly (daily wages, EPF, service tax, labour cess, overhead charges, ESI (if applicable) in the quotation paper. The quotation should reach the office of Belpahar Municipality by 1.00 PM of dt.28.11.2016. Quotation received after due date and time will not be taken into consideration. The quotation will be opened on the same day i.e. on dt.28.11.2016 at 4.00 PM in presence of the quotationer or their authorized representatives. The authority reserves the right to reject any or all quotations without assigning any reason thereof. The other information can be had in the office of the Belpahar Municipality during office hours in any working day. 1. Sweeper/Sweepress 10 Nos. 2. Tractor Driver 05 Nos. 3. Dead-body Carrier Driver 01 Nos. 4. Ambulance driver 01 No. 5. JCB Operator 01 No. 6. Night Watchman 02 Nos. 7. Plumber Mechanic 01 No. 8. Plumber Helper 01 No. TERMS & CONDITIONS 1. The service provider/agency must have experience in similar nature of work for supply of above categories of workers. 2. The service provider shall pay the wages to the workers in the end of the month which will be reimbursed by the service provider from Belpahar Municipality. 3. If the work performance of any worker will be found not satisfactory than he/she will be removed from duty at any movement. 4. The intending service provider/agency should submit their quotation mentioning the monthly remuneration of above workers separately i.e. daily wages, EPF, service tax, labour cess, overhead charges, ESI (if applicable), etc. 5. The rate of quotation will be valid for a period of one year. 6. The agencies have to make labour insurance. 7. Drivers/Operators should must have their valid license. Sd/- Executive Officer, Belpahar Municipality: [1134, 1466, 1494, 1990]
list-item: d) Air Conditioner, Invertor, Online UPS etc: [765, 1683, 1012, 1698]
list-item: 7. Drivers/Operators should must have their valid license.: [1140, 1898, 1372, 1908]
page-number-box: [620, 4, 740, 66]
list-item: 3. Dead-body Carrier Driver 01 Nos.: [1150, 1715, 1351, 1726]
krishi-header: ଗ୍ରା.ପ.: [928, 92, 1025, 110]
table-row: ୧୧ ଶ୍ରୀ ବି. ରାଜା ରାଓ, ପିତା- ବି. ଗୋପାଳ ରାଓ, ସା- ଦିଘି ୧୦୯ ୪୪ ଶାରଦ ଜମି ୦.୦୦୬: [13, 1881, 742, 1899]
table-row: ୮ ୩୦।୧୧।୨୦୧୬ ପୂର୍ବାହ୍ନ ୧୦ଟା ବଉଲା ଗ୍ରା.ପ. କାର୍ଯ୍ୟାଳୟ ବି.ଡି.ଓ., ଏ.ଡି.ଓ.: [579, 927, 1118, 957]
sec-title: ରାଜ୍ୟ ନିର୍ବାଚନ ଆୟୋଗ, ଓଡ଼ିଶା: [112, 734, 460, 767]
idco-address: IDCO TOWERS, Janpath, Bhubaneswar - 751022: [1213, 386, 1454, 397]
idco-address: IDCO TOWERS, Janpath, Bhubaneswar - 751022: [1213, 50, 1454, 61]
rwd-title: e_Procurement Tender Call Notice No. Online 41/RWD/BPD/2016-17: [12, 484, 465, 499]
table-row: ୫ ମଧୁସୂଦନ ସେଠୀ, ପିତା- ଭାଗିରଥି ସେଠୀ, ସା- ଦିଘି ୬୦ ୬୭ ଗରକାରି ଜମି ୦.୦୦୨: [13, 1776, 742, 1794]
table-row: ନନ୍ଦପୁର ବାବରା ବାବରା ୨୮.୧୧.୨୦୧୬: [760, 145, 1117, 163]
table-row: ୧୮ ୦୩।୧୨।୨୦୧୬ ପୂର୍ବାହ୍ନ ୧୦ଟା ନୂଆଗାଁ ଗ୍ରା.ପ. କାର୍ଯ୍ୟାଳୟ ବି.ଡି.ଓ., ପି.ଇ.ଓ.: [579, 1227, 1118, 1257]
idco-ref: IDCO/HO/FD/Cash/7693/15-16(Part)/24336: [1140, 401, 1332, 411]
krishi-header: ବ୍ଲକ: [760, 92, 831, 110]
krishi-table: [759, 92, 1117, 163]
idco-ref-date: Dated- 11.11.2016: [1403, 65, 1488, 75]
landacq-table: କ୍ର.ନଂ. ରଇୟତର ନାମ ଖାତା ନଂ. ପ୍ଳଟ ନଂ. କିସମ ଅଧିଗ୍ରହଣ ଜମି (ଏକରରେ) ଆପତ୍ତି ୧ ଗିରିଶ ଚନ୍ଦ୍ର ସାହୁ, ନନ୍ଦ ସାହୁ, ପୂର୍ଣ୍ଣ ଚନ୍ଦ୍ର ସାହୁ, ପିତା- ଅଚ୍ୟୁତ ସାହୁ, ସା- ଦିଘି ୨୧ ୫୨ ଗରକାରି ଜମି ୦.୦୨୪ ୨ ଦେବେନ୍ଦ୍ର ନାଥ ଦାସ, ପିତା- ଜଗନ୍ନାଥ ଦାସ, ଜାମ୍ବୁ ଦାସ, ସା- ଦିଘି ୩୭ ୬୫ ଗରକାରି ଜମି ୦.୦୩୫ ୩ ରବୀନ୍ଦ୍ର ନାଥ ଦାସ, ପିତା- ଅକ୍ଷୟ ଦାସ, ସା- ଦିଘି ୪୪ ୬୫ ଶାରଦ ଜମି ୦.୦୨୨ ୪ ଗୋଲକ ବିହାରୀ ସାହୁ, ସୁରେଶ ଚନ୍ଦ୍ର ସାହୁ, ପିତା- ନରେନ୍ଦ୍ର ସାହୁ, ସା- ଦିଘି ୫୨ ୬୬ ଗରକାରି ଜମି ୦.୦୧୪ ୫ ମଧୁସୂଦନ ସେଠୀ, ପିତା- ଭାଗିରଥି ସେଠୀ, ସା- ଦିଘି ୬୦ ୬୭ ଗରକାରି ଜମି ୦.୦୦୨ ୬ ଉପେନ୍ଦ୍ର ନାଥ ଦାସ, ପିତା- ଚୈତନ୍ୟ ଦାସ, ସା- ଦିଘି ୭୩ ୬୮ ଶାରଦ ଜମି ୦.୦୧୩ ୭ ପ୍ରଭାତ କୁମାର ମହାନ୍ତି, ପିତା- ଗୌରହରି ମହାନ୍ତି, ସା- ଦିଘି ୮୧ ୭୦ ଗରକାରି ଜମି ୦.୦୫୦ ୮ ସୁରେଶ ଚନ୍ଦ୍ର ଦାସ, ପୂର୍ଣ୍ଣ ଚନ୍ଦ୍ର ଦାସ, ପିତା- ହରିଚରଣ ଦାସ, ସା- ଦିଘି ୯୨ ୩୪ ଶାରଦ ଜମି ୦.୦୬୦ ୯ ଶ୍ରୀ ଜଗନ୍ନାଥ ମହାପ୍ରଭୁ, ମାର୍ଫତ- ସେବାୟତ, ସା- ଦିଘି ୧୦୧ ୬୬ ଶାରଦ ଜମି ୦.୦୫୦ ୧୦ ଦୋଇଲିଆ ଦାସ, ପିତା- ରାମ ଦାସ, ସା- ଦିଘି ୧୦୬ ୧୧୪ ଶାରଦ ଜମି ୦.୦୦୮ ୧୧ ଶ୍ରୀ ବି. ରାଜା ରାଓ, ପିତା- ବି. ଗୋପାଳ ରାଓ, ସା- ଦିଘି ୧୦୯ ୪୪ ଶାରଦ ଜମି ୦.୦୦୬: [12, 1688, 742, 1899]
paper-year: ୨୦୧୬: [8, 35, 51, 57]
election-commission-notice: ରାଜ୍ୟ ନିର୍ବାଚନ ଆୟୋଗ, ଓଡ଼ିଶା ତୋଷାଲି ଭବନ, ବି-୨, ପ୍ରଥମ ମହଲା, ସତ୍ୟନଗର, ଭୁବନେଶ୍ୱର-୭୫୧୦୦୭ ସୂଚନା No.207-D ଆଗାମୀ ତ୍ରିସ୍ତରୀୟ ପଞ୍ଚାୟତ ନିର୍ବାଚନ ନିମନ୍ତେ ରାଜ୍ୟ ନିର୍ବାଚନ କମିଶନ ବାଲେଶ୍ୱର ଓ କଳାହାଣ୍ଡି ଜିଲ୍ଲାର ୱାର୍ଡଗୁଡ଼ିକ ପାଇଁ ଭୋଟର ତାଲିକା ପ୍ରସ୍ତୁତ ନିମନ୍ତେ କାର୍ଯ୍ୟସୂଚୀ ଧାର୍ଯ୍ୟ କରିଛନ୍ତି। ଏହି କାର୍ଯ୍ୟସୂଚୀ ଅନୁଯାୟୀ ପ୍ରାଥମିକ ଭୋଟର ତାଲିକା ଗ୍ରାମପଞ୍ଚାୟତ କାର୍ଯ୍ୟାଳୟରେ ତା୦୧।୧୧।୨୦୧୬ରିଖରେ ପ୍ରକାଶନ କରାଯିବ। ତା୦୧।୦୧।୨୦୧୬ରିଖ ସୁଦ୍ଧା ୧୮ ବର୍ଷ ବା ତଦୁର୍ଦ୍ଧ ବୟସର ହୋଇଥିବା ଏବଂ ଭୋଟର ହେବା ପାଇଁ ଯୋଗ୍ୟ ଥିବା ବ୍ୟକ୍ତି ପଞ୍ଚାୟତର ଏକ ୱାର୍ଡର ବାସିନ୍ଦା ହୋଇଥିଲେ ସେହି ୱାର୍ଡରେ ନିଜର ନାମ ତାଲିକାଭୁକ୍ତ ପାଇଁ ଫର୍ମ ନଂ. ୧୨ରେ ଦାବି ଓ ଭୋଟର ତାଲିକାଭୁକ୍ତ ନାମ ବିଷୟରେ ଫର୍ମ ନଂ. ୧୩ରେ ଆପତ୍ତି ଇଲେକ୍ଟୋରାଲ ରେଜିଷ୍ଟ୍ରେସନ ଅଫିସରଙ୍କ ପାଖରେ ତା୦୯।୧୧।୨୦୧୬ରିଖ ଠାରୁ ତା୨୨।୧୧।୨୦୧୬ରିଖ ମଧ୍ୟରେ ଦାଖଲ କରିପାରିବେ। ଉପରୋକ୍ତ ଫର୍ମ ନଂ. ୧୨ ଏବଂ ୧୩ ବିନା ମୂଲ୍ୟରେ ପଞ୍ଚାୟତ କାର୍ଯ୍ୟାଳୟରେ ଇଲେକ୍ଟୋରାଲ ରେଜିଷ୍ଟ୍ରେସନ ଅଫିସରଙ୍କ ଠାରୁ ମିଳିପାରିବ। ମିଳିଥିବା ଦାବି ଓ ଆପତ୍ତି ଦରଖାସ୍ତ ତା ୩୦।୧୧।୨୦୧୬ରିଖ ମଧ୍ୟରେ ଫଇସଲା କରାଯିବ। ଯଦି ଏହି ଫଇସଲା ଉପରେ କାହାରି ଆପତ୍ତି ଥାଏ, ତେବେ ସେ ସମ୍ପୃକ୍ତ ବି.ଡି.ଓଙ୍କୁ ତା୦୩।୧୨।୨୦୧୬ରିଖ ମଧ୍ୟରେ ଦରଖାସ୍ତ କରିପାରିବେ ଏବଂ ଉକ୍ତ ଦରଖାସ୍ତଗୁଡ଼ିକ ଏହି ତାରିଖ ମଧ୍ୟରେ ଫଇସଲା କରାଯାଇ ଚୂଡ଼ାନ୍ତ ଭୋଟର ତାଲିକା ତା୦୮।୧୨।୨୦୧୬ରିଖରେ ପ୍ରକାଶନ କରାଯିବ। ଏଣୁ ଭୋଟର ତାଲିକାଭୁକ୍ତ ହେବା ପାଇଁ ସମସ୍ତ ଯୋଗ୍ୟ ବ୍ୟକ୍ତି ଏହାର ସୁଯୋଗ ନେବା ନିମନ୍ତେ ଅନୁରୋଧ କରାଯାଉଛି। ସଚିବ 12009/11/0009/1617 ରାଜ୍ୟ ନିର୍ବାଚନ କମିଶନ, ଓଡ଼ିଶା: [6, 724, 566, 1466]
list-item: 8. Plumber Helper 01 No.: [1150, 1768, 1346, 1779]
table-row: 1 One Year: [1141, 574, 1488, 604]
table-row: ୧୭ କୁରାଗୁଆଁ ଗ୍ରା.ପ. କାର୍ଯ୍ୟାଳୟ ଏସ.ଇ.ଓ., ସି.ଡି.ପି.ଓ.: [579, 1197, 1118, 1227]
masthead-date: [220, 10, 610, 50]
idco-note: Further details can be seen from the e-Procurement Portal www.tendersodisha.gov.in. Further Corrigendum, if any, will not be: [1140, 310, 1488, 334]
lead-story: [6, 78, 746, 408]
suiit-bar: QUOTATION CALL NOTICE: [765, 1527, 1117, 1557]
bigyapan-body: ଓଡ଼ିଶା ଜଳଖାର୍ଯ୍ୟ, ସିଟିଜେନ ଓ ପୁନର୍ବସତି ଶ୍ରମ ଉପରେ କାର୍ଯ୍ୟ କରିବାକୁ ଇଚ୍ଛୁକ ବ୍ୟକ୍ତି/ସଂସ୍ଥାମାନଙ୍କଠାରୁ ଦରଖାସ୍ତ ଆହ୍ୱାନ କରାଯାଉଛି। ଆଗ୍ରହୀ ବ୍ୟକ୍ତିମାନେ ନିର୍ଦ୍ଧାରିତ ତାରିଖ ମଧ୍ୟରେ କାର୍ଯ୍ୟାଳୟରେ ଦରଖାସ୍ତ ଦାଖଲ କରିପାରିବେ। ନିର୍ଦ୍ଧାରିତ ସମୟ ପରେ ପହଞ୍ଚିଥିବା ଦରଖାସ୍ତ ଗ୍ରହଣ କରାଯିବ ନାହିଁ। ସର୍ତ୍ତାବଳୀ ଓ ଅନ୍ୟାନ୍ୟ ବିବରଣୀ କାର୍ଯ୍ୟାଳୟ ସମୟ ମଧ୍ୟରେ ଦେଖାଯାଇପାରିବ। କର୍ତ୍ତୃପକ୍ଷ କୌଣସି କାରଣ ଦର୍ଶାଇବା ବିନା ଯେକୌଣସି ଦରଖାସ୍ତ ଗ୍ରହଣ କିମ୍ବା ପ୍ରତ୍ୟାଖ୍ୟାନ କରିବାର ଅଧିକାର ସଂରକ୍ଷିତ ରଖନ୍ତି।: [1140, 809, 1488, 905]
wr-table: Procurement officer Name of work Bid id No. Tender cost in lakhs Bid security in lakhs Class of con-tractor Time of com-pletion Availability of tender On-line for bidding Date of opening of Technical bid (Cover-I) Superintending Engineer, Baripada Irrigation Circle, Baripada Restoration and protection work on left bank of river Budhabalanga near village Parikhi (Budhabalanga Mouth) under NABARD Assistance RIDFXXII SEBIC BLS-01 OF 2016-17 224.52 2.246 'A' Class & Spl. Class 15 (Fifteen) Calendar months 22.11.16 10.00 hours 06.12.16 17.00 hours 12.12.16 at 11.00 hours: [764, 2075, 1488, 2211]
paper-name: ଧରିତ୍ରୀ: [8, 6, 77, 36]
